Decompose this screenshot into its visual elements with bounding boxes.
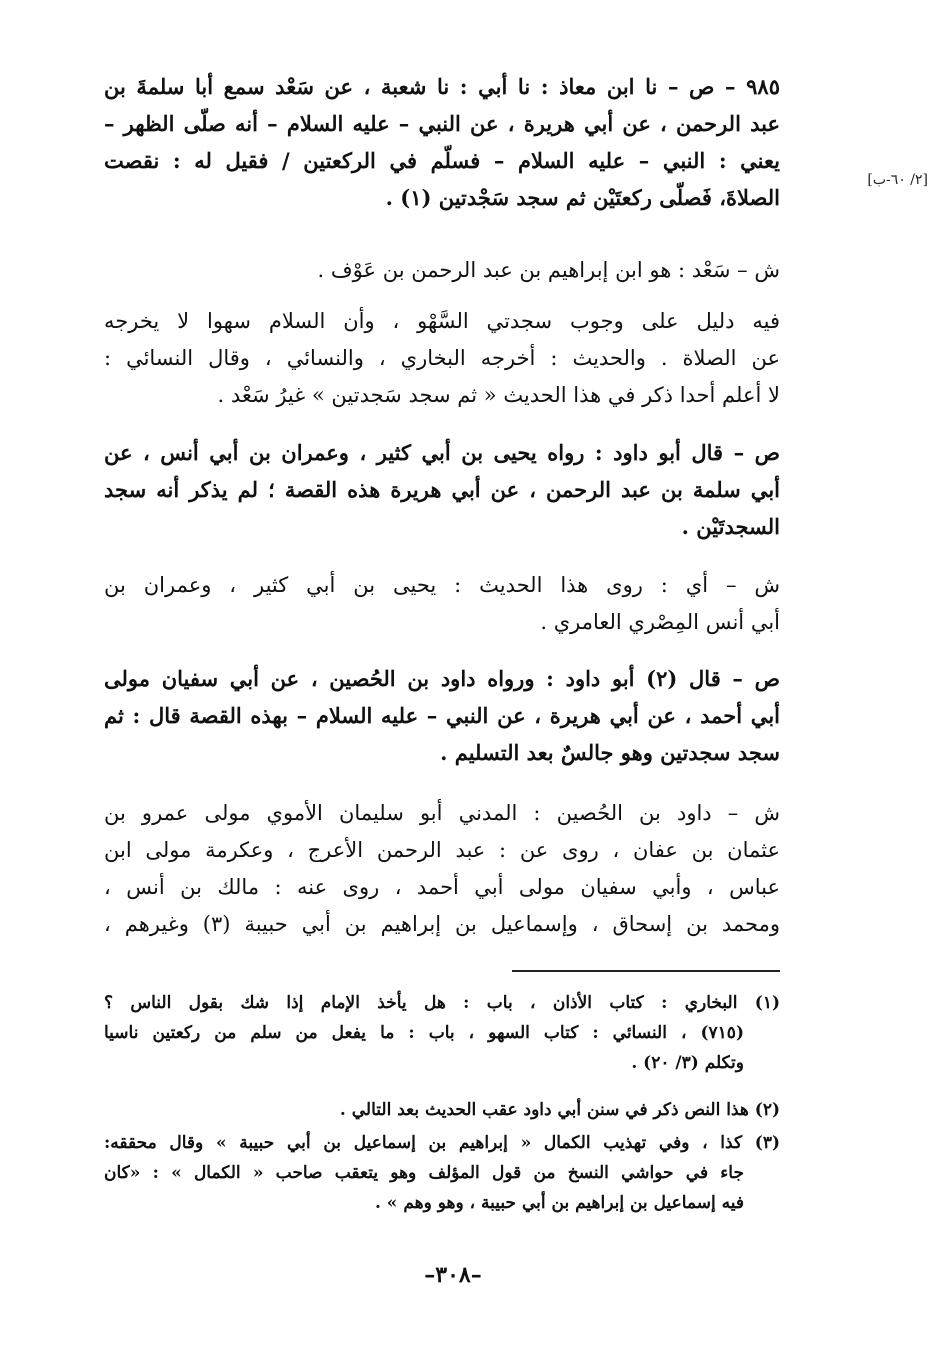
commentary-paragraph <box>104 303 780 414</box>
text-line: ومحمد بن إسحاق ، وإسماعيل بن إبراهيم بن أبي حبيبة (٣) وغيرهم ، <box>104 912 780 936</box>
hadith-text-paragraph <box>104 68 780 216</box>
text-line: عباس ، وأبي سفيان مولى أبي أحمد ، روى عنه : مالك بن أنس ، <box>104 875 780 899</box>
commentary-paragraph <box>104 567 780 641</box>
hadith-text-paragraph <box>104 434 780 545</box>
footnote-line: جاء في حواشي النسخ من قول المؤلف وهو يتعقب صاحب « الكمال » : «كان <box>104 1163 744 1183</box>
text-line: عثمان بن عفان ، روى عن : عبد الرحمن الأعرج ، وعكرمة مولى ابن <box>104 838 780 862</box>
text-line: أبي سلمة بن عبد الرحمن ، عن أبي هريرة هذه القصة ؛ لم يذكر أنه سجد <box>104 477 780 502</box>
text-line: لا أعلم أحدا ذكر في هذا الحديث « ثم سجد سَجدتين » غيرُ سَعْد . <box>217 383 780 407</box>
text-line: يعني : النبي – عليه السلام – فسلّم في الركعتين / فقيل له : نقصت <box>104 148 780 173</box>
page-number: –٣٠٨– <box>424 1262 482 1288</box>
margin-folio-note: [٢/ ٦٠-ب] <box>867 172 928 188</box>
footnote <box>104 988 780 1078</box>
text-line: ص – قال (٢) أبو داود : ورواه داود بن الحُصين ، عن أبي سفيان مولى <box>104 666 780 691</box>
footnote-line: فيه إسماعيل بن إبراهيم بن أبي حبيبة ، وهو وهم » . <box>374 1193 744 1213</box>
text-line: ش – أي : روى هذا الحديث : يحيى بن أبي كثير ، وعمران بن <box>104 573 780 597</box>
footnote <box>104 1128 780 1218</box>
text-line: أبي أنس المِصْري العامري . <box>540 610 780 634</box>
text-line: عن الصلاة . والحديث : أخرجه البخاري ، والنسائي ، وقال النسائي : <box>104 346 780 370</box>
footnote <box>104 1095 780 1125</box>
text-line: ص – قال أبو داود : رواه يحيى بن أبي كثير ، وعمران بن أبي أنس ، عن <box>104 440 780 465</box>
text-line: السجدتَيْن . <box>681 514 780 539</box>
hadith-text-paragraph <box>104 660 780 771</box>
text-line: الصلاةَ، فَصلّى ركعتَيْن ثم سجد سَجْدتين (١) . <box>385 185 780 210</box>
text-line: فيه دليل على وجوب سجدتي السَّهْو ، وأن السلام سهوا لا يخرجه <box>104 309 780 333</box>
footnote-line: (٧١٥) ، النسائي : كتاب السهو ، باب : ما يفعل من سلم من ركعتين ناسيا <box>104 1023 744 1043</box>
text-line: ٩٨٥ – ص – نا ابن معاذ : نا أبي : نا شعبة ، عن سَعْد سمع أبا سلمةَ بن <box>104 74 780 99</box>
text-line: أبي أحمد ، عن أبي هريرة ، عن النبي – عليه السلام – بهذه القصة قال : ثم <box>104 703 780 728</box>
commentary-paragraph <box>104 795 780 943</box>
text-line: ش – داود بن الحُصين : المدني أبو سليمان الأموي مولى عمرو بن <box>104 801 780 825</box>
commentary-paragraph <box>104 252 780 289</box>
footnote-line: (٢) هذا النص ذكر في سنن أبي داود عقب الحديث بعد التالي . <box>339 1100 780 1120</box>
footnote-line: (١) البخاري : كتاب الأذان ، باب : هل يأخذ الإمام إذا شك بقول الناس ؟ <box>104 993 780 1013</box>
footnote-line: وتكلم (٣/ ٢٠) . <box>631 1053 744 1073</box>
footnote-line: (٣) كذا ، وفي تهذيب الكمال « إبراهيم بن إسماعيل بن أبي حبيبة » وقال محققه: <box>104 1133 780 1153</box>
footnote-separator <box>512 970 780 972</box>
text-line: سجد سجدتين وهو جالسٌ بعد التسليم . <box>440 740 780 765</box>
text-line: عبد الرحمن ، عن أبي هريرة ، عن النبي – عليه السلام – أنه صلّى الظهر – <box>104 111 780 136</box>
text-line: ش – سَعْد : هو ابن إبراهيم بن عبد الرحمن بن عَوْف . <box>317 258 780 282</box>
